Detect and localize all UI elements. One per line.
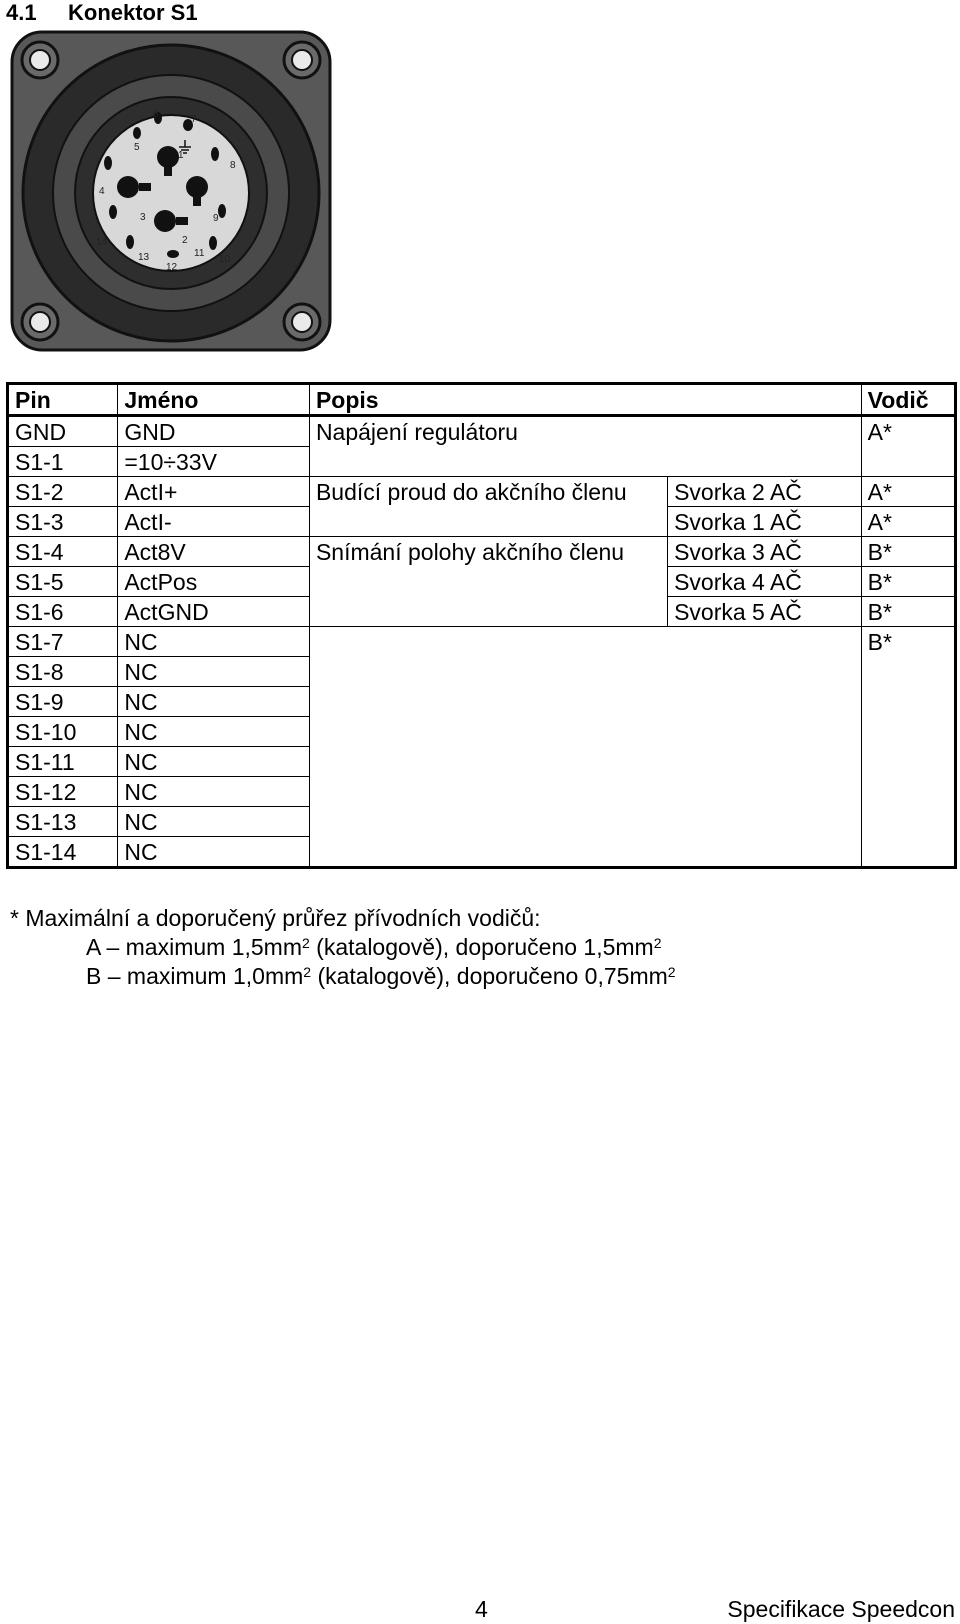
cell-terminal: Svorka 4 AČ <box>668 567 862 597</box>
cell-name: NC <box>118 657 310 687</box>
page-number: 4 <box>475 1596 488 1622</box>
cell-name: NC <box>118 717 310 747</box>
cell-name: NC <box>118 777 310 807</box>
cell-name: NC <box>118 687 310 717</box>
pin-label-4: 4 <box>99 186 105 197</box>
cell-terminal: Svorka 1 AČ <box>668 507 862 537</box>
cell-pin: S1-11 <box>8 747 118 777</box>
cell-wire: A* <box>861 507 955 537</box>
cell-wire: A* <box>861 416 955 477</box>
cell-pin: S1-7 <box>8 627 118 657</box>
cell-pin: S1-2 <box>8 477 118 507</box>
pin-label-7: 7 <box>191 114 197 125</box>
cell-name: ActI+ <box>118 477 310 507</box>
cell-name: NC <box>118 807 310 837</box>
cell-pin: S1-12 <box>8 777 118 807</box>
pin-label-8: 8 <box>230 160 236 171</box>
cell-terminal: Svorka 2 AČ <box>668 477 862 507</box>
section-heading <box>6 0 198 26</box>
cell-pin: S1-3 <box>8 507 118 537</box>
pin-label-2: 2 <box>182 235 188 246</box>
cell-wire: B* <box>861 537 955 567</box>
cell-desc: Napájení regulátoru <box>309 416 861 477</box>
pin-label-1: 1 <box>178 150 184 161</box>
cell-name: NC <box>118 747 310 777</box>
section-number: 4.1 <box>6 0 37 25</box>
cell-pin: GND <box>8 416 118 447</box>
cell-name: ActI- <box>118 507 310 537</box>
cell-name: ActPos <box>118 567 310 597</box>
connector-s1-image <box>10 30 332 352</box>
cell-pin: S1-8 <box>8 657 118 687</box>
cell-name: ActGND <box>118 597 310 627</box>
cell-name: NC <box>118 627 310 657</box>
footnote-title: * Maximální a doporučený průřez přívodních vodičů: <box>10 905 541 931</box>
pin-label-14: 14 <box>96 237 108 248</box>
pin-label-9: 9 <box>213 213 219 224</box>
table-header-row <box>8 384 956 416</box>
pin-label-11: 11 <box>194 248 205 259</box>
table-row <box>8 416 956 447</box>
cell-pin: S1-9 <box>8 687 118 717</box>
cell-pin: S1-6 <box>8 597 118 627</box>
footnote <box>10 904 676 991</box>
cell-wire: B* <box>861 627 955 868</box>
cell-name: NC <box>118 837 310 868</box>
cell-pin: S1-13 <box>8 807 118 837</box>
pin-label-10: 10 <box>219 254 231 265</box>
header-pin: Pin <box>8 384 118 416</box>
table-row <box>8 537 956 567</box>
pin-label-6: 6 <box>153 109 159 120</box>
cell-terminal: Svorka 5 AČ <box>668 597 862 627</box>
cell-pin: S1-1 <box>8 447 118 477</box>
table-row <box>8 627 956 657</box>
section-title: Konektor S1 <box>68 0 198 25</box>
cell-name: =10÷33V <box>118 447 310 477</box>
pin-table <box>6 382 957 869</box>
table-row <box>8 477 956 507</box>
cell-terminal: Svorka 3 AČ <box>668 537 862 567</box>
pin-label-13: 13 <box>138 252 150 263</box>
cell-desc: Budící proud do akčního členu <box>309 477 667 537</box>
pin-label-5: 5 <box>134 142 140 153</box>
header-name: Jméno <box>118 384 310 416</box>
document-title: Specifikace Speedcon <box>727 1596 955 1622</box>
cell-pin: S1-5 <box>8 567 118 597</box>
header-desc: Popis <box>309 384 861 416</box>
cell-pin: S1-10 <box>8 717 118 747</box>
pin-label-3: 3 <box>140 212 146 223</box>
cell-pin: S1-4 <box>8 537 118 567</box>
cell-wire: B* <box>861 597 955 627</box>
cell-wire: B* <box>861 567 955 597</box>
pin-label-12: 12 <box>166 262 178 273</box>
footnote-line-b: B – maximum $1,0mm^2$ (katalogově), doporučeno $0,75mm^2$ <box>86 963 676 989</box>
cell-name: GND <box>118 416 310 447</box>
header-wire: Vodič <box>861 384 955 416</box>
cell-desc: Snímání polohy akčního členu <box>309 537 667 627</box>
cell-wire: A* <box>861 477 955 507</box>
cell-pin: S1-14 <box>8 837 118 868</box>
footnote-line-a: A – maximum $1,5mm^2$ (katalogově), doporučeno $1,5mm^2$ <box>86 934 662 960</box>
cell-name: Act8V <box>118 537 310 567</box>
cell-empty <box>309 627 861 868</box>
